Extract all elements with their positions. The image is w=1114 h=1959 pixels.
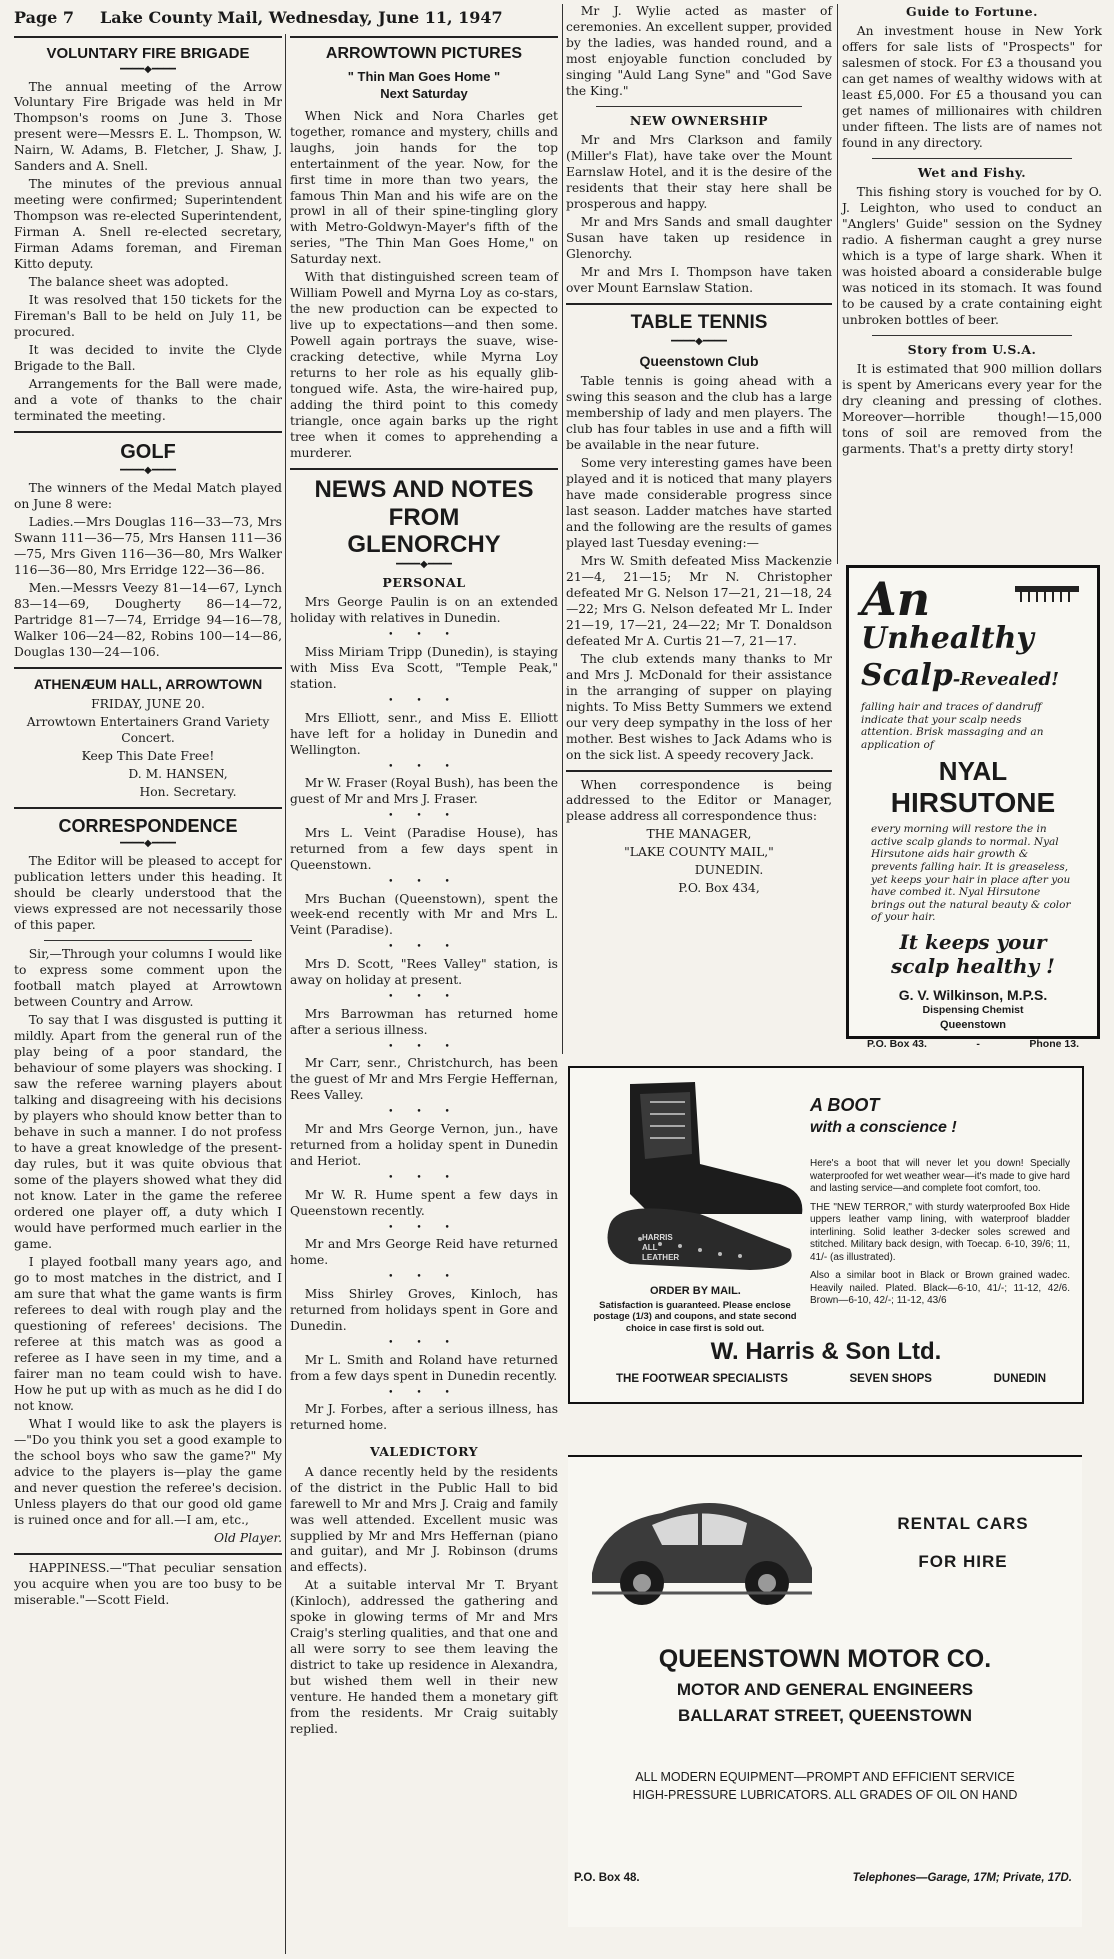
separator-dots: • • • — [388, 695, 460, 706]
fire-para: It was resolved that 150 tickets for the Fireman's Ball to be held on July 11, be procured. — [14, 293, 282, 340]
motor-subtitle: MOTOR AND GENERAL ENGINEERS — [676, 1680, 974, 1699]
separator-dots: • • • — [388, 1272, 460, 1283]
news-item: Mrs D. Scott, "Rees Valley" station, is away on holiday at present. — [290, 957, 558, 988]
rental-cars: RENTAL CARS — [897, 1514, 1029, 1533]
motor-address: BALLARAT STREET, QUEENSTOWN — [677, 1706, 973, 1725]
ownership-para: Mr and Mrs I. Thompson have taken over Mount Earnslaw Station. — [566, 265, 832, 296]
rule — [290, 36, 558, 38]
sole-text: ALL — [642, 1243, 658, 1252]
rule — [14, 431, 282, 433]
table-tennis-heading: TABLE TENNIS — [630, 312, 768, 333]
queenstown-motor-advert — [568, 1455, 1082, 1927]
footer-item: DUNEDIN — [993, 1373, 1046, 1385]
boot-illustration — [590, 1074, 820, 1274]
boot-title: A BOOT — [810, 1095, 880, 1115]
news-item: Mrs Elliott, senr., and Miss E. Elliott have left for a holiday in Dunedin and Wellington. — [290, 710, 558, 757]
fire-para: The minutes of the previous annual meeting were confirmed; Superintendent Thompson was re-elected Superintendent, Firman A. Snell re-elected secretary, Firman Adams foreman, and Fireman Kitto deputy. — [14, 177, 282, 272]
separator-dots: • • • — [388, 1222, 460, 1233]
valedictory-continued: Mr J. Wylie acted as master of ceremonies. An excellent supper, provided by the ladies, was handed round, and a most enjoyable function concluded by singing "Auld Lang Syne" and "God Save the King." — [566, 4, 832, 98]
ad-headline-revealed: -Revealed! — [952, 669, 1059, 690]
column-3 — [566, 4, 832, 1044]
pictures-para: With that distinguished screen team of William Powell and Myrna Loy as co-stars, the new production can be expected to live up to expectations—and then some. Powell again portrays the suave, wise-cracking detective, while Myrna Loy returns to her role as his equally glib-tongued wife. Asta, the wire-haired pup, adding the third point to this comedy triangle, once again barks up the right tree when it comes to apprehending a murderer. — [290, 270, 558, 461]
news-item: Mr J. Forbes, after a serious illness, has returned home. — [290, 1402, 558, 1433]
motor-phone: Telephones—Garage, 17M; Private, 17D. — [852, 1872, 1072, 1884]
tennis-para: Some very interesting games have been played and it is noticed that many players have made considerable progress since last season. Ladder matches have started and the following are the results of games played last Tuesday evening:— — [566, 455, 832, 550]
ornament: ━━━━◆━━━━ — [120, 838, 176, 850]
rule — [14, 807, 282, 809]
hall-date: FRIDAY, JUNE 20. — [91, 697, 205, 712]
fire-para: The balance sheet was adopted. — [28, 275, 229, 290]
news-item: Mr L. Smith and Roland have returned from a few days spent in Dunedin recently. — [290, 1352, 558, 1383]
rule — [872, 158, 1072, 159]
sole-text: HARRIS — [642, 1233, 673, 1242]
news-item: Mrs George Paulin is on an extended holiday with relatives in Dunedin. — [290, 595, 558, 626]
golf-heading: GOLF — [120, 441, 176, 464]
news-item: Mrs Barrowman has returned home after a serious illness. — [290, 1006, 558, 1037]
golf-para: Ladies.—Mrs Douglas 116—33—73, Mrs Swann 111—36—75, Mrs Hansen 111—36—75, Mrs Given 116—36—80, Mrs Walker 116—36—80, Mrs Erridge 122—36—86. — [14, 515, 282, 578]
ad-town: Queenstown — [939, 1018, 1006, 1031]
column-divider — [562, 4, 563, 1054]
fire-para: It was decided to invite the Clyde Brigade to the Ball. — [14, 343, 282, 374]
usa-heading: Story from U.S.A. — [907, 342, 1037, 358]
rule — [290, 468, 558, 470]
rule — [14, 667, 282, 669]
tennis-para: Mrs W. Smith defeated Miss Mackenzie 21—4, 21—15; Mr N. Christopher defeated Mr G. Nelson 17—21, 21—18, 24—22; Mrs G. Nelson defeated Mr L. Inder 21—19, 17—21, 24—22; Mr T. Donaldson defeated Mr A. Curtis 21—7, 21—17. — [566, 553, 832, 648]
valedictory-para: At a suitable interval Mr T. Bryant (Kinloch), addressed the gathering and spoke in glowing terms of Mr and Mrs Craig's sterling qualities, and that one and all were sorry to see them leaving the district to take up residence in Alexandra, but wished them well in their new venture. He handed them a monetary gift from the residents. Mr Craig suitably replied. — [290, 1578, 558, 1737]
ad-headline: Scalp — [861, 658, 953, 693]
boot-brand: W. Harris & Son Ltd. — [710, 1338, 942, 1365]
fire-para: Arrangements for the Ball were made, and a vote of thanks to the chair terminated the meeting. — [14, 377, 282, 424]
golf-para: The winners of the Medal Match played on June 8 were: — [14, 481, 282, 512]
fire-para: The annual meeting of the Arrow Voluntary Fire Brigade was held in Mr Thompson's rooms on June 3. Those present were—Messrs E. L. Thompson, W. Nairn, W. Adams, B. Fletcher, J. Shaw, J. Sanders and A. Snell. — [14, 79, 282, 174]
pictures-heading: ARROWTOWN PICTURES — [325, 45, 523, 62]
ad-headline: An — [861, 572, 931, 626]
rule — [44, 940, 252, 941]
harris-boot-advert — [568, 1066, 1084, 1404]
letter-signature: Old Player. — [214, 1530, 282, 1545]
rule — [872, 335, 1072, 336]
separator-dots: • • • — [388, 1041, 460, 1052]
ad-small-text: every morning will restore the in active scalp glands to normal. Nyal Hirsutone aids hair growth & prevents falling hair. It is greaseless, yet keeps your hair in place after you have combed it. Nyal Hirsutone brings out the natural beauty & color of your hair. — [871, 823, 1071, 924]
ornament: ━━━━◆━━━━ — [120, 63, 176, 75]
news-item: Miss Miriam Tripp (Dunedin), is staying with Miss Eva Scott, "Temple Peak," station. — [290, 644, 558, 691]
separator-dots: • • • — [388, 1387, 460, 1398]
boot-copy — [810, 1158, 1070, 1308]
masthead — [14, 8, 566, 30]
tennis-para: Table tennis is going ahead with a swing this season and the club has a large membership of lady and men players. The club has four tables in use and a fifth will be available in the near future. — [566, 373, 832, 452]
rule — [14, 1553, 282, 1555]
hall-concert: Arrowtown Entertainers Grand Variety Concert. — [26, 715, 270, 746]
news-item: Mr W. R. Hume spent a few days in Queenstown recently. — [290, 1187, 558, 1218]
boot-para: Here's a boot that will never let you down! Specially waterproofed for wet weather wear—it's made to give hard and lasting service—and complete foot comfort, too. — [810, 1158, 1070, 1194]
news-item: Mr Carr, senr., Christchurch, has been the guest of Mr and Mrs Fergie Heffernan, Rees Valley. — [290, 1056, 558, 1103]
news-item: Mr and Mrs George Vernon, jun., have returned from a holiday spent in Dunedin and Heriot. — [290, 1122, 558, 1169]
ad-headline-line — [861, 656, 1085, 695]
hall-signatory: D. M. HANSEN, — [128, 767, 228, 782]
letter-para: To say that I was disgusted is putting it mildly. Apart from the general run of the play being of a poor standard, the behaviour of some players was shocking. I saw the referee warning players about talking and disagreeing with his decisions by players who should know better than to behave in such a manner. I do not profess to have a great knowledge of the present-day rules, but it was quite obvious that some of the players showed what they did not know. Later in the game the referee ordered one player off, a duty which I would have performed much earlier in the game. — [14, 1013, 282, 1252]
ad-brand: HIRSUTONE — [890, 787, 1056, 819]
news-item: Mr and Mrs George Reid have returned home. — [290, 1237, 558, 1268]
column-divider — [285, 34, 286, 1954]
letter-para: I played football many years ago, and go to most matches in the district, and I am sure that what the game wants is firm referees to deal with rough play and the questioning of referees' decisions. The referee at this match was as good a referee as I have seen in my time, and a fairer man no team could wish to have. How he put up with as much as he did I do not know. — [14, 1255, 282, 1413]
ad-dash: - — [976, 1038, 980, 1051]
usa-text: It is estimated that 900 million dollars is spent by Americans every year for the dry cleaning and pressing of clothes. Moreover—horrible though!—15,000 tons of soil are removed from the garments. That's a pretty dirty story! — [842, 362, 1102, 457]
news-item: Miss Shirley Groves, Kinloch, has returned from holidays spent in Gore and Dunedin. — [290, 1287, 558, 1334]
table-tennis-subheading: Queenstown Club — [639, 352, 759, 369]
fortune-text: An investment house in New York offers for sale lists of "Prospects" for salesmen of stock. For £3 a thousand you can get names of wealthy widows with at least £5,000. For £5 a thousand you can get names of millionaires with children under fifteen. The lists are of names not found in any directory. — [842, 24, 1102, 151]
sole-text: LEATHER — [642, 1253, 680, 1262]
boot-para: THE "NEW TERROR," with sturdy waterproofed Box Hide uppers leather vamp lining, with waterproof bladder interlining. Solid leather 3-decker soles screwed and stitched. Military back design, with Toecap. 6-10, 39/6; 11, 41/- (as illustrated). — [810, 1201, 1070, 1263]
separator-dots: • • • — [388, 630, 460, 641]
address-line: DUNEDIN. — [694, 863, 764, 878]
order-by-mail: ORDER BY MAIL. — [650, 1285, 741, 1297]
motor-line: HIGH-PRESSURE LUBRICATORS. ALL GRADES OF OIL ON HAND — [632, 1788, 1018, 1802]
letter-para: What I would like to ask the players is—"Do you think you set a good example to the school boys who saw the game?" My advice to the players is—play the game and never question the referee's decision. Unless players do that our good old game is ruined once and for all.—I am, etc., — [14, 1416, 282, 1527]
separator-dots: • • • — [388, 1173, 460, 1184]
footer-item: THE FOOTWEAR SPECIALISTS — [616, 1373, 788, 1385]
motor-company-name: QUEENSTOWN MOTOR CO. — [658, 1645, 992, 1673]
ad-small-text: falling hair and traces of dandruff indicate that your scalp needs attention. Brisk massaging and an application of — [861, 701, 1044, 751]
rule — [566, 770, 832, 772]
sole-imprint — [642, 1233, 679, 1263]
boot-para: Also a similar boot in Black or Brown grained wadec. Heavily nailed. Plated. Black—6-10, 41/-; 11-12, 42/6. Brown—6-10, 42/-; 11-12, 43/6 — [810, 1270, 1070, 1306]
column-1 — [14, 36, 282, 1951]
separator-dots: • • • — [388, 811, 460, 822]
nyal-hirsutone-advert — [846, 565, 1100, 1051]
hall-keep-free: Keep This Date Free! — [81, 749, 215, 764]
valedictory-heading: VALEDICTORY — [370, 1444, 478, 1460]
boot-subtitle: with a conscience ! — [810, 1119, 957, 1136]
ad-brand: NYAL — [938, 756, 1008, 787]
hall-heading: ATHENÆUM HALL, ARROWTOWN — [33, 676, 263, 692]
fortune-heading: Guide to Fortune. — [906, 4, 1038, 19]
comb-icon — [1013, 582, 1083, 606]
fishy-text: This fishing story is vouched for by O. J. Leighton, who used to conduct an "Anglers' Guide" session on the Sydney radio. A fisherman caught a grey nurse which is a type of large shark. When it was hoisted aboard a considerable bulge was noticed in its stomach. It was found to be caused by a crate containing eight unbroken bottles of beer. — [842, 185, 1102, 328]
motor-line: ALL MODERN EQUIPMENT—PROMPT AND EFFICIENT SERVICE — [635, 1770, 1015, 1784]
correspondence-heading: CORRESPONDENCE — [58, 816, 238, 837]
ad-phone: Phone 13. — [1029, 1038, 1079, 1051]
rule — [566, 303, 832, 305]
separator-dots: • • • — [388, 1107, 460, 1118]
fishy-heading: Wet and Fishy. — [917, 165, 1027, 181]
hall-signatory-role: Hon. Secretary. — [139, 785, 237, 800]
separator-dots: • • • — [388, 761, 460, 772]
news-heading: NEWS AND NOTES FROM GLENORCHY — [314, 476, 534, 559]
rule — [14, 36, 282, 38]
personal-subheading: PERSONAL — [382, 575, 466, 591]
motor-po-box: P.O. Box 48. — [574, 1872, 640, 1884]
column-4 — [842, 4, 1102, 560]
ad-chemist: G. V. Wilkinson, M.P.S. — [898, 986, 1048, 1003]
newspaper-title: Lake County Mail, Wednesday, June 11, 1947 — [100, 8, 503, 27]
valedictory-para: A dance recently held by the residents of the district in the Public Hall to bid farewell to Mr and Mrs J. Craig and family was well attended. Excellent music was supplied by Mr and Mrs Heffernan (piano and guitar), and Mr J. Robinson (drums and effects). — [290, 1464, 558, 1575]
golf-para: Men.—Messrs Veezy 81—14—67, Lynch 83—14—69, Dougherty 86—14—72, Partridge 81—7—74, Erridge 94—16—78, Walker 106—24—82, Robins 100—14—86, Douglas 130—24—106. — [14, 581, 282, 660]
column-2 — [290, 36, 558, 1951]
pictures-para: When Nick and Nora Charles get together, romance and mystery, chills and laughs, join hands for the top entertainment of the year. Now, for the first time in more than two years, the famous Thin Man and his wife are on the prowl in all of their spine-tingling glory with Metro-Goldwyn-Mayer's fifth of the series, "The Thin Man Goes Home," on Saturday next. — [290, 108, 558, 267]
news-item: Mr W. Fraser (Royal Bush), has been the guest of Mr and Mrs J. Fraser. — [290, 776, 558, 807]
separator-dots: • • • — [388, 992, 460, 1003]
car-illustration — [582, 1483, 822, 1613]
ownership-para: Mr and Mrs Clarkson and family (Miller's Flat), have take over the Mount Earnslaw Hotel, and it is the desire of the residents that their stay here shall be prosperous and happy. — [566, 133, 832, 212]
footer-item: SEVEN SHOPS — [849, 1373, 932, 1385]
pictures-date: Next Saturday — [380, 85, 468, 101]
separator-dots: • • • — [388, 1338, 460, 1348]
separator-dots: • • • — [388, 942, 460, 953]
correspondence-intro: The Editor will be pleased to accept for publication letters under this heading. It should be clearly understood that the views expressed are not necessarily those of this paper. — [14, 854, 282, 933]
news-item: Mrs L. Veint (Paradise House), has returned from a few days spent in Queenstown. — [290, 825, 558, 872]
ornament: ━━━━◆━━━━ — [120, 465, 176, 477]
separator-dots: • • • — [388, 876, 460, 887]
ad-chemist-role: Dispensing Chemist — [922, 1004, 1024, 1017]
ownership-heading: NEW OWNERSHIP — [629, 112, 769, 128]
boot-footer — [616, 1372, 1046, 1387]
ad-headline: Unhealthy — [861, 621, 1034, 656]
tennis-para: The club extends many thanks to Mr and Mrs J. McDonald for their assistance in the arranging of supper on playing nights. To Miss Betty Summers we extend our very deep sympathy in the loss of her mother. Best wishes to Jack Adams who is on the sick list. A speedy recovery Jack. — [566, 651, 832, 762]
page-number: Page 7 — [14, 8, 75, 27]
address-line: P.O. Box 434, — [678, 881, 760, 896]
address-line: THE MANAGER, — [646, 827, 752, 842]
ad-po-box: P.O. Box 43. — [867, 1038, 927, 1051]
order-text: Satisfaction is guaranteed. Please enclose postage (1/3) and coupons, and state second choice in case first is sold out. — [593, 1300, 797, 1334]
ad-contact — [861, 1038, 1085, 1052]
happiness-quote: HAPPINESS.—"That peculiar sensation you acquire when you are too busy to be miserable."—Scott Field. — [14, 1560, 282, 1607]
pictures-film-title: " Thin Man Goes Home " — [347, 68, 501, 84]
address-line: "LAKE COUNTY MAIL," — [624, 845, 774, 860]
ad-slogan: It keeps your scalp healthy ! — [891, 929, 1055, 978]
for-hire: FOR HIRE — [918, 1552, 1008, 1571]
letter-para: Sir,—Through your columns I would like to express some comment upon the football match played at Arrowtown between Country and Arrow. — [14, 947, 282, 1010]
ornament: ━━━━◆━━━━ — [396, 559, 452, 571]
ornament: ━━━━◆━━━━ — [671, 335, 727, 347]
news-item: Mrs Buchan (Queenstown), spent the week-end recently with Mr and Mrs L. Veint (Paradise). — [290, 891, 558, 938]
column-divider — [837, 4, 838, 564]
ownership-para: Mr and Mrs Sands and small daughter Susan have taken up residence in Glenorchy. — [566, 215, 832, 262]
fire-brigade-heading: VOLUNTARY FIRE BRIGADE — [46, 45, 250, 62]
rule — [596, 106, 802, 107]
address-notice: When correspondence is being addressed to the Editor or Manager, please address all correspondence thus: — [566, 777, 832, 824]
